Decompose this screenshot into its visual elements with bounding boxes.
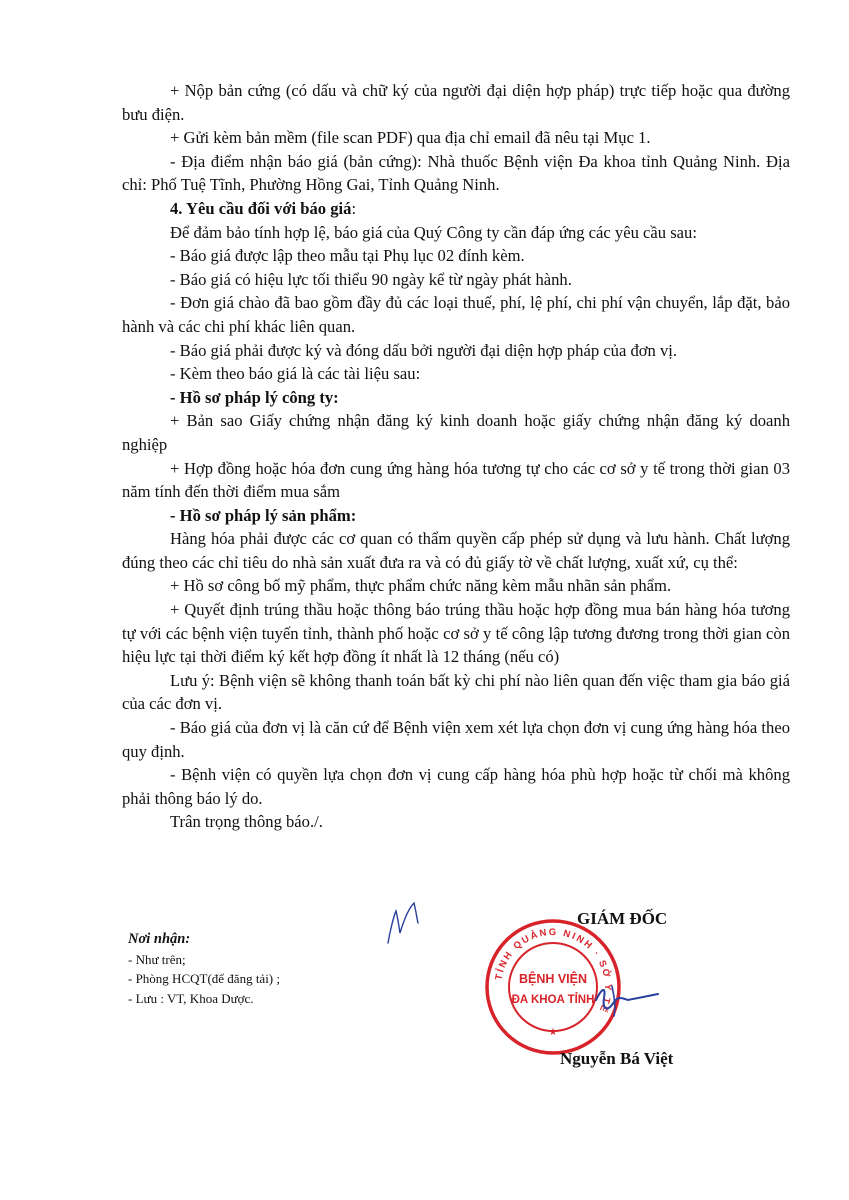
- section-4-heading: [122, 197, 790, 221]
- product-legal-heading: - Hồ sơ pháp lý sản phẩm:: [170, 505, 357, 525]
- paragraph-form: - Báo giá được lập theo mẫu tại Phụ lục 02 đính kèm.: [170, 246, 525, 266]
- paragraph-product-licensing: Hàng hóa phải được các cơ quan có thẩm quyền cấp phép sử dụng và lưu hành. Chất lượng đúng theo các chỉ tiêu do nhà sản xuất đưa ra và có đủ giấy tờ về chất lượng, xuất xứ, cụ thể:: [122, 529, 790, 572]
- signature-name: Nguyễn Bá Việt: [560, 1049, 674, 1068]
- paragraph-signed-stamped: - Báo giá phải được ký và đóng dấu bởi người đại diện hợp pháp của đơn vị.: [170, 340, 678, 360]
- receiver-item: - Như trên;: [128, 951, 186, 967]
- paragraph-validity: - Báo giá có hiệu lực tối thiểu 90 ngày kể từ ngày phát hành.: [170, 269, 572, 289]
- seal-center-text-2: ĐA KHOA TỈNH: [511, 994, 595, 1006]
- paragraph-submission-location: - Địa điểm nhận báo giá (bản cứng): Nhà thuốc Bệnh viện Đa khoa tỉnh Quảng Ninh. Địa chỉ: Phố Tuệ Tĩnh, Phường Hồng Gai, Tỉnh Quảng Ninh.: [122, 151, 790, 195]
- paragraph-business-license: + Bản sao Giấy chứng nhận đăng ký kinh doanh hoặc giấy chứng nhận đăng ký doanh nghiệp: [122, 411, 790, 454]
- svg-text:★: ★: [548, 1027, 558, 1038]
- receiver-item: - Phòng HCQT(để đăng tải) ;: [128, 971, 281, 986]
- paragraph-similar-contracts: + Hợp đồng hoặc hóa đơn cung ứng hàng hóa tương tự cho các cơ sở y tế trong thời gian 03 năm tính đến thời điểm mua sắm: [122, 458, 790, 502]
- receivers-title: Nơi nhận:: [128, 931, 191, 947]
- paragraph-submission-softcopy: + Gửi kèm bản mềm (file scan PDF) qua địa chỉ email đã nêu tại Mục 1.: [170, 128, 651, 148]
- document-body: [122, 79, 790, 834]
- initial-mark-icon: [382, 893, 432, 951]
- seal-center-text-1: BỆNH VIỆN: [518, 972, 588, 986]
- paragraph-attachments: - Kèm theo báo giá là các tài liệu sau:: [170, 364, 421, 384]
- seal-ring-text: TỈNH QUẢNG NINH · SỞ Y TẾ: [493, 926, 614, 1016]
- signature-title: GIÁM ĐỐC: [577, 909, 668, 928]
- director-signature-icon: [592, 980, 662, 1020]
- paragraph-right-to-refuse: - Bệnh viện có quyền lựa chọn đơn vị cung cấp hàng hóa phù hợp hoặc từ chối mà không phải thông báo lý do.: [122, 765, 790, 808]
- paragraph-award-decision: + Quyết định trúng thầu hoặc thông báo trúng thầu hoặc hợp đồng mua bán hàng hóa tương tự với các bệnh viện tuyến tỉnh, thành phố hoặc cơ sở y tế công lập tương đương trong thời gian còn hiệu lực tại thời điểm ký kết hợp đồng ít nhất là 12 tháng (nếu có): [122, 600, 790, 667]
- paragraph-requirements-intro: Để đảm bảo tính hợp lệ, báo giá của Quý Công ty cần đáp ứng các yêu cầu sau:: [170, 222, 697, 242]
- section-4-title: 4. Yêu cầu đối với báo giá: [170, 198, 352, 218]
- paragraph-cosmetics-declaration: + Hồ sơ công bố mỹ phẩm, thực phẩm chức năng kèm mẫu nhãn sản phẩm.: [170, 576, 672, 596]
- company-legal-heading: - Hồ sơ pháp lý công ty:: [170, 387, 339, 407]
- paragraph-closing: Trân trọng thông báo./.: [170, 812, 323, 832]
- paragraph-basis-selection: - Báo giá của đơn vị là căn cứ để Bệnh viện xem xét lựa chọn đơn vị cung ứng hàng hóa theo quy định.: [122, 718, 790, 761]
- receiver-item: - Lưu : VT, Khoa Dược.: [128, 990, 254, 1006]
- receivers-block: [128, 930, 280, 1008]
- paragraph-note-costs: Lưu ý: Bệnh viện sẽ không thanh toán bất kỳ chi phí nào liên quan đến việc tham gia báo giá của các đơn vị.: [122, 670, 790, 714]
- paragraph-price-includes: - Đơn giá chào đã bao gồm đầy đủ các loại thuế, phí, lệ phí, chi phí vận chuyển, lắp đặt, bảo hành và các chi phí khác liên quan.: [122, 293, 790, 336]
- section-4-colon: :: [351, 198, 357, 218]
- paragraph-submission-hardcopy: + Nộp bản cứng (có dấu và chữ ký của người đại diện hợp pháp) trực tiếp hoặc qua đường bưu điện.: [122, 81, 790, 124]
